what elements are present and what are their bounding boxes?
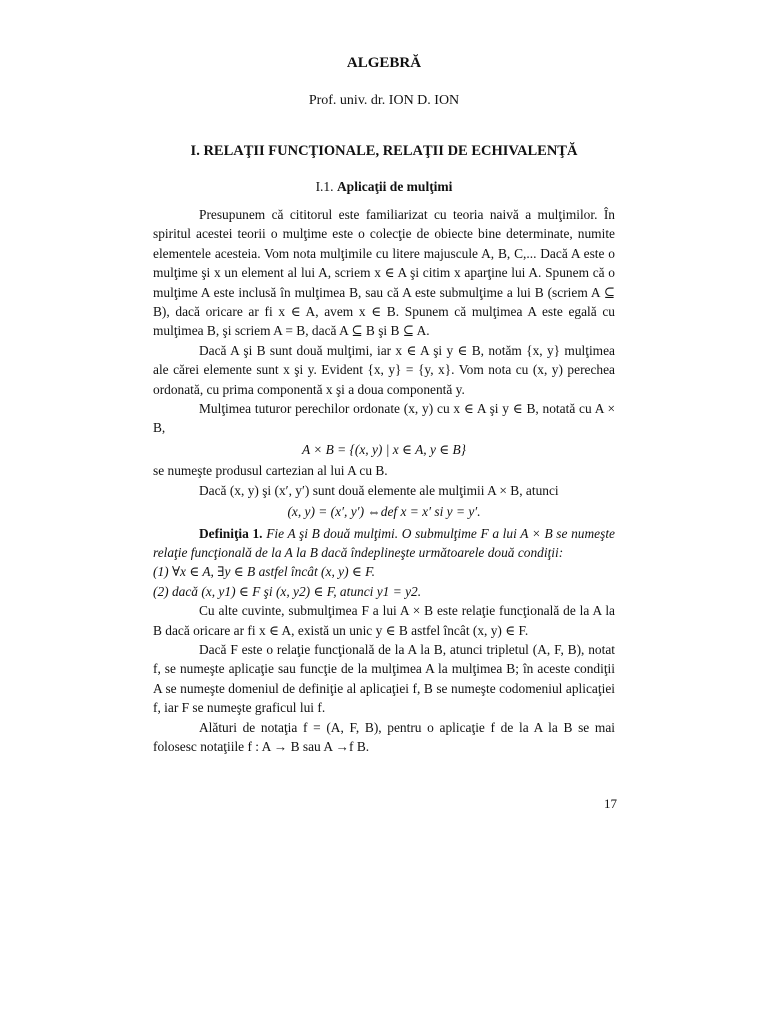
book-title: ALGEBRĂ xyxy=(346,55,422,71)
paragraph-reformulation: Cu alte cuvinte, submulţimea F a lui A × B este relaţie funcţională de la A la B dacă oricare ar fi x ∈ A, există un unic y ∈ B astfel încât (x, y) ∈ F. xyxy=(153,603,615,638)
chapter-title: I. RELAŢII FUNCŢIONALE, RELAŢII DE ECHIVALENŢĂ xyxy=(190,143,578,159)
paragraph-sets-intro: Presupunem că cititorul este familiarizat cu teoria naivă a mulţimilor. În spiritul acestei teorii o mulţime este o colecţie de obiecte bine determinate, numite elementele acesteia. Vom nota mulţimile cu litere majuscule A, B, C,... Dacă A este o mulţime şi x un element al lui A, scriem x ∈ A şi citim x aparţine lui A. Spunem că o mulţime A este inclusă în mulţimea B, sau că A este submulţime a lui B (scriem A ⊆ B), dacă oricare ar fi x ∈ A, avem x ∈ B. Spunem că mulţimea A este egală cu mulţimea B, şi scriem A = B, dacă A ⊆ B şi B ⊆ A. xyxy=(153,207,615,339)
paragraph-pairs: Dacă A şi B sunt două mulţimi, iar x ∈ A şi y ∈ B, notăm {x, y} mulţimea ale cărei elemente sunt x şi y. Evident {x, y} = {y, x}. Vom nota cu (x, y) perechea ordonată, cu prima componentă x şi a doua componentă y. xyxy=(153,342,615,397)
author-line: Prof. univ. dr. ION D. ION xyxy=(308,93,460,108)
condition-1: (1) ∀x ∈ A, ∃y ∈ B astfel încât (x, y) ∈ F. xyxy=(153,564,375,580)
equation-cartesian-product: A × B = {(x, y) | x ∈ A, y ∈ B} xyxy=(301,441,467,457)
definition-1-text: Fie A şi B două mulţimi. O submulţime F a lui A × B se numeşte relaţie funcţională de la A la B dacă îndeplineşte următoarele două condiţii: xyxy=(153,525,615,560)
definition-1 xyxy=(153,524,615,563)
paragraph-application-def: Dacă F este o relaţie funcţională de la A la B, atunci tripletul (A, F, B), notat f, se numeşte aplicaţie sau funcţie de la mulţimea A la mulţimea B; în aceste condiţii A se numeşte domeniul de definiţie al aplicaţiei f, B se numeşte codomeniul aplicaţiei f, iar F se numeşte graficul lui f. xyxy=(153,641,615,716)
paragraph-cartesian-intro: Mulţimea tuturor perechilor ordonate (x, y) cu x ∈ A şi y ∈ B, notată cu A × B, xyxy=(153,401,615,436)
paragraph-pair-equality: Dacă (x, y) şi (x′, y′) sunt două elemente ale mulţimii A × B, atunci xyxy=(199,482,559,498)
section-heading xyxy=(153,179,615,195)
condition-2: (2) dacă (x, y1) ∈ F şi (x, y2) ∈ F, atunci y1 = y2. xyxy=(153,583,422,599)
section-number: I.1. xyxy=(315,179,334,194)
definition-1-label: Definiţia 1. xyxy=(199,525,263,541)
equation-pair-equality: (x, y) = (x′, y′) ⇔def x = x′ si y = y′. xyxy=(287,504,481,520)
paragraph-notation: Alături de notaţia f = (A, F, B), pentru o aplicaţie f de la A la B se mai folosesc notaţiile f : A → B sau A →f B. xyxy=(153,719,615,754)
body-text xyxy=(153,205,615,756)
page-number: 17 xyxy=(604,796,617,811)
section-title: Aplicaţii de mulţimi xyxy=(336,179,453,194)
paragraph-cartesian-name: se numeşte produsul cartezian al lui A cu B. xyxy=(153,463,388,479)
